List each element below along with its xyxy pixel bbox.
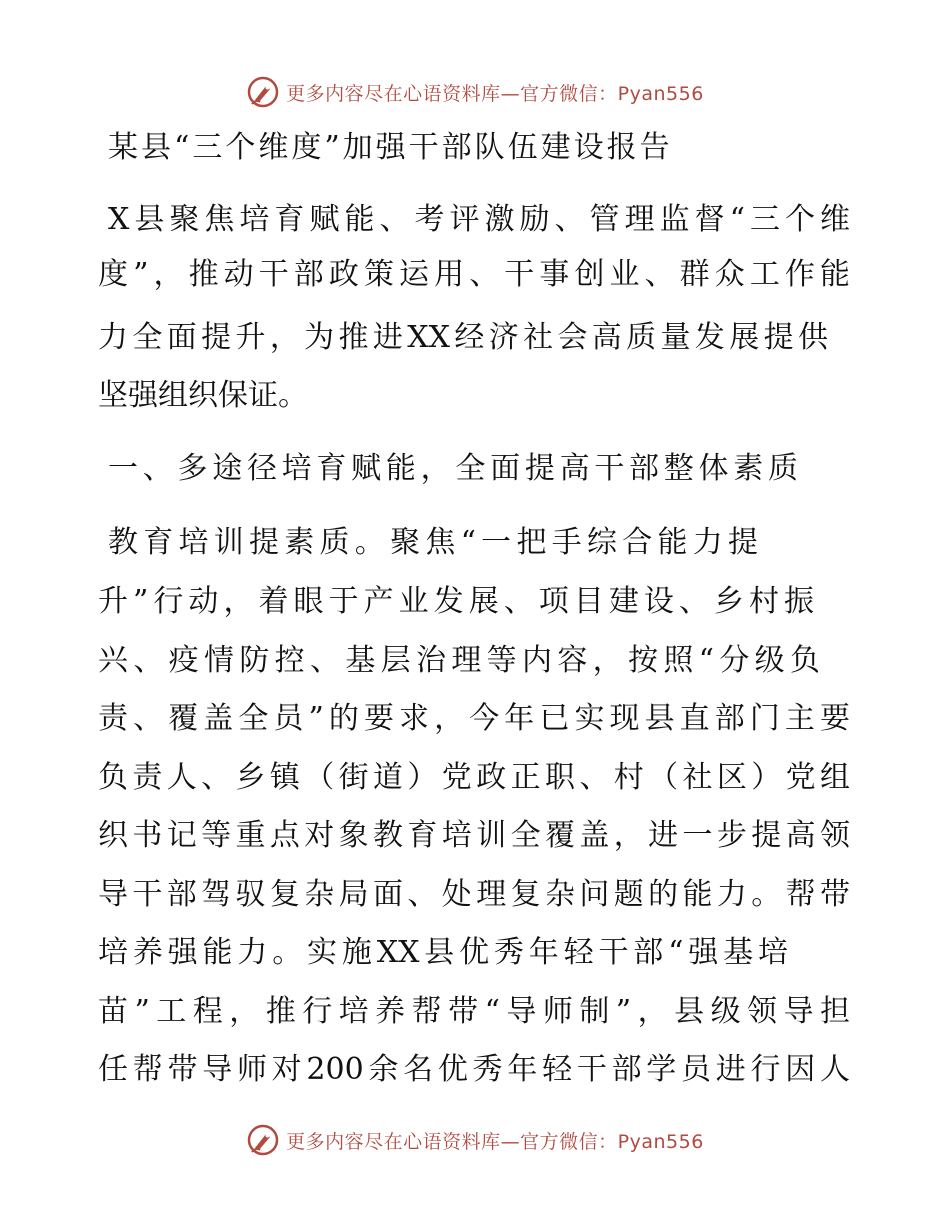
body-line: 织书记等重点对象教育培训全覆盖，进一步提高领: [98, 818, 850, 853]
intro-line: 度”，推动干部政策运用、干事创业、群众工作能: [98, 257, 850, 292]
intro-line: X县聚焦培育赋能、考评激励、管理监督“三个维: [108, 202, 850, 237]
body-line: 培养强能力。实施XX县优秀年轻干部“强基培: [98, 935, 788, 970]
body-line: 责、覆盖全员”的要求，今年已实现县直部门主要: [98, 701, 850, 736]
body-line: 教育培训提素质。聚焦“一把手综合能力提: [108, 525, 758, 560]
body-line: 负责人、乡镇（街道）党政正职、村（社区）党组: [98, 760, 850, 795]
section-heading: 一、多途径培育赋能，全面提高干部整体素质: [108, 451, 798, 486]
body-line: 苗”工程，推行培养帮带“导师制”，县级领导担: [98, 994, 850, 1029]
watermark-banner-bottom: [0, 1120, 950, 1160]
intro-line: 坚强组织保证。: [98, 378, 308, 413]
watermark-banner-top: [0, 72, 950, 112]
pen-nib-icon: [246, 75, 280, 109]
intro-line: 力全面提升，为推进XX经济社会高质量发展提供: [98, 320, 828, 355]
body-line: 升”行动，着眼于产业发展、项目建设、乡村振: [98, 584, 814, 619]
document-title: 某县“三个维度”加强干部队伍建设报告: [108, 130, 673, 165]
pen-nib-icon: [246, 1123, 280, 1157]
body-line: 导干部驾驭复杂局面、处理复杂问题的能力。帮带: [98, 877, 850, 912]
watermark-text: 更多内容尽在心语资料库—官方微信：Pyan556: [286, 1130, 704, 1153]
body-line: 任帮带导师对200余名优秀年轻干部学员进行因人: [98, 1052, 850, 1087]
body-line: 兴、疫情防控、基层治理等内容，按照“分级负: [98, 643, 820, 678]
watermark-text: 更多内容尽在心语资料库—官方微信：Pyan556: [286, 82, 704, 105]
